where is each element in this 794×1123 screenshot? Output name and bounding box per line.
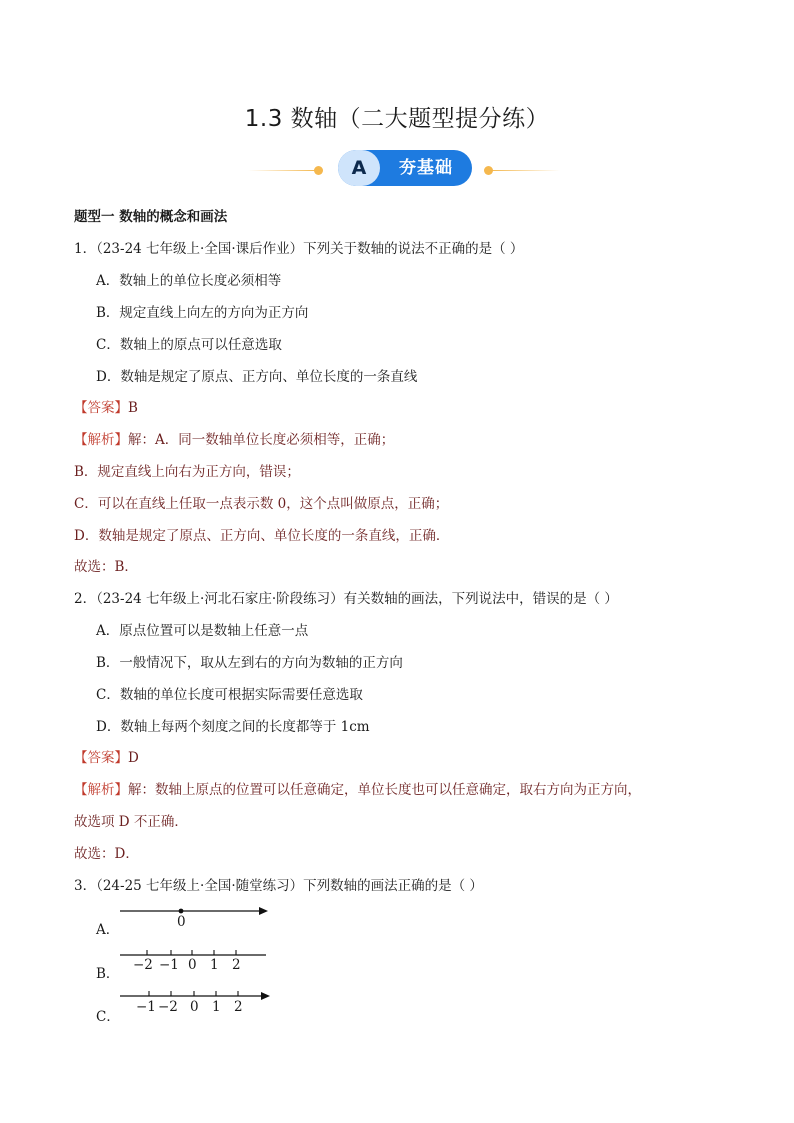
banner-line-right xyxy=(490,170,560,171)
q3-option-b-label: B． xyxy=(96,966,120,982)
analysis-tag: 【解析】 xyxy=(74,782,128,798)
q1-option-a: A．数轴上的单位长度必须相等 xyxy=(96,273,282,289)
tick-label: −2 xyxy=(158,999,178,1015)
origin-point xyxy=(179,909,184,914)
tick-label: −2 xyxy=(133,957,153,973)
banner-line-left xyxy=(248,170,318,171)
arrow-icon xyxy=(261,992,270,1000)
q2-option-d: D．数轴上每两个刻度之间的长度都等于 1cm xyxy=(96,719,370,735)
number-line-a xyxy=(118,902,278,932)
banner-dot-left xyxy=(314,166,323,175)
analysis-line: C．可以在直线上任取一点表示数 0，这个点叫做原点，正确； xyxy=(74,496,449,512)
arrow-icon xyxy=(259,907,268,915)
analysis-tag: 【解析】 xyxy=(74,432,128,448)
q2-option-a: A．原点位置可以是数轴上任意一点 xyxy=(96,623,309,639)
q3-stem: 3．（24-25 七年级上·全国·随堂练习）下列数轴的画法正确的是（ ） xyxy=(74,878,483,894)
banner-label: 夯基础 xyxy=(399,158,453,178)
analysis-line: D．数轴是规定了原点、正方向、单位长度的一条直线，正确． xyxy=(74,528,450,544)
q3-option-a-label: A． xyxy=(96,922,120,938)
answer-tag: 【答案】 xyxy=(74,750,128,766)
analysis-line: 解：数轴上原点的位置可以任意确定，单位长度也可以任意确定，取右方向为正方向， xyxy=(128,782,641,798)
tick-label: 1 xyxy=(212,999,221,1015)
q1-option-d: D．数轴是规定了原点、正方向、单位长度的一条直线 xyxy=(96,369,418,385)
q2-option-c: C．数轴的单位长度可根据实际需要任意选取 xyxy=(96,687,363,703)
q1-option-b: B．规定直线上向左的方向为正方向 xyxy=(96,305,309,321)
section-banner xyxy=(0,148,794,188)
answer-value: B xyxy=(128,400,138,416)
section-heading: 题型一 数轴的概念和画法 xyxy=(74,209,228,225)
answer-tag: 【答案】 xyxy=(74,400,128,416)
banner-letter: A xyxy=(338,150,380,186)
q1-answer xyxy=(74,399,138,417)
tick-label: 0 xyxy=(190,999,199,1015)
analysis-line: 解：A．同一数轴单位长度必须相等，正确； xyxy=(128,432,395,448)
q1-analysis xyxy=(74,431,394,449)
q1-conclusion: 故选：B． xyxy=(74,559,138,575)
q2-conclusion: 故选：D． xyxy=(74,846,139,862)
q3-option-c-label: C． xyxy=(96,1009,120,1025)
tick-label: 2 xyxy=(232,957,241,973)
q2-analysis xyxy=(74,781,641,799)
tick-label: 2 xyxy=(234,999,243,1015)
tick-label: 1 xyxy=(210,957,219,973)
q2-answer xyxy=(74,749,139,767)
tick-label: −1 xyxy=(136,999,156,1015)
tick-label: 0 xyxy=(188,957,197,973)
q2-option-b: B．一般情况下，取从左到右的方向为数轴的正方向 xyxy=(96,655,403,671)
tick-label: −1 xyxy=(159,957,179,973)
q1-stem: 1．（23-24 七年级上·全国·课后作业）下列关于数轴的说法不正确的是（ ） xyxy=(74,241,524,257)
analysis-line: B．规定直线上向右为正方向，错误； xyxy=(74,464,300,480)
analysis-line: 故选项 D 不正确． xyxy=(74,814,188,830)
q1-option-c: C．数轴上的原点可以任意选取 xyxy=(96,337,282,353)
answer-value: D xyxy=(128,750,139,766)
page-title: 1.3 数轴（二大题型提分练） xyxy=(244,106,550,132)
tick-label: 0 xyxy=(177,914,186,930)
q2-stem: 2．（23-24 七年级上·河北石家庄·阶段练习）有关数轴的画法，下列说法中，错误的是（ ） xyxy=(74,591,618,607)
